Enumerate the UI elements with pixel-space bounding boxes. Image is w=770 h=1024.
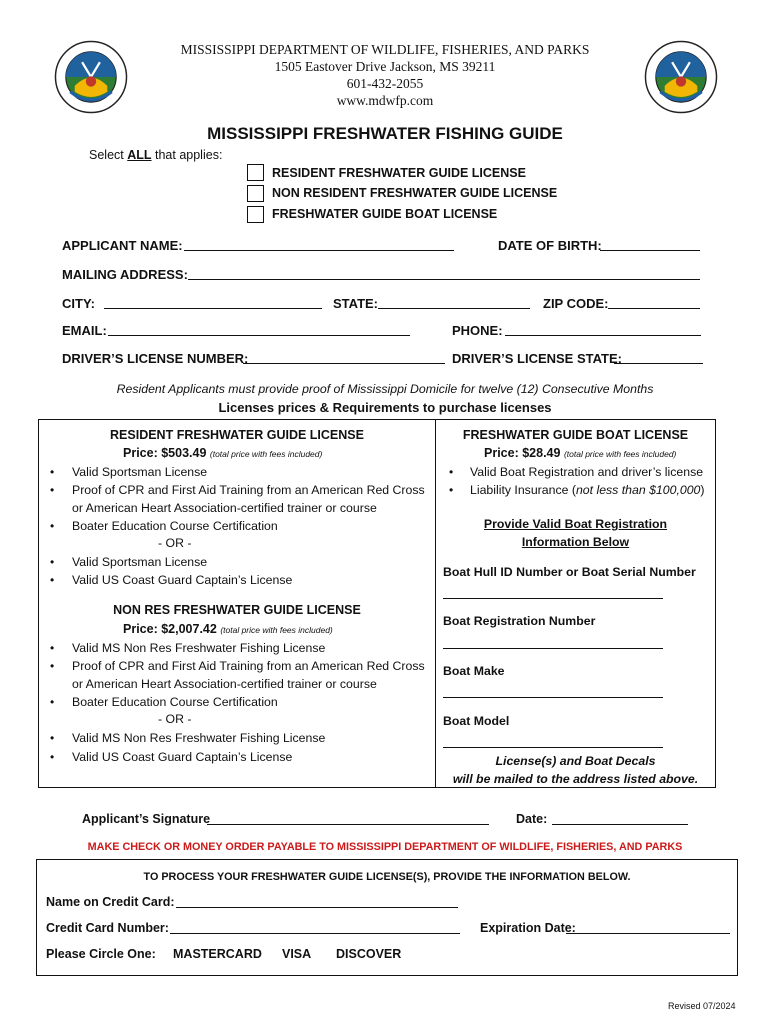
- name-on-card-field[interactable]: [176, 895, 458, 908]
- bullet-icon: •: [50, 573, 55, 587]
- boat-make-field[interactable]: [443, 697, 663, 698]
- phone-label: PHONE:: [452, 323, 503, 338]
- decals-mail-notice-2: will be mailed to the address listed above.: [452, 772, 699, 786]
- phone-field[interactable]: [505, 323, 701, 336]
- bullet-icon: •: [449, 465, 454, 479]
- circle-one-label: Please Circle One:: [46, 947, 156, 961]
- city-field[interactable]: [104, 296, 322, 309]
- bullet-icon: •: [50, 641, 55, 655]
- signature-date-field[interactable]: [552, 812, 688, 825]
- state-label: STATE:: [333, 296, 379, 311]
- agency-website[interactable]: www.mdwfp.com: [336, 93, 434, 108]
- provide-registration-subheading: Information Below: [521, 535, 630, 549]
- mailing-address-field[interactable]: [188, 267, 700, 280]
- expiration-label: Expiration Date:: [480, 921, 576, 935]
- card-number-label: Credit Card Number:: [46, 921, 169, 935]
- domicile-notice: Resident Applicants must provide proof of Mississippi Domicile for twelve (12) Consecutive Months: [116, 382, 654, 396]
- boat-req-item: Valid Boat Registration and driver’s license: [470, 465, 704, 479]
- nonres-req-item: Boater Education Course Certification: [72, 695, 278, 709]
- boat-req-item: Liability Insurance (not less than $100,000): [470, 483, 705, 497]
- boat-section-title: FRESHWATER GUIDE BOAT LICENSE: [462, 428, 689, 442]
- bullet-icon: •: [50, 731, 55, 745]
- dob-field[interactable]: [600, 238, 700, 251]
- dl-state-field[interactable]: [614, 351, 703, 364]
- nonres-req-item: Valid MS Non Res Freshwater Fishing License: [72, 731, 326, 745]
- agency-name: MISSISSIPPI DEPARTMENT OF WILDLIFE, FISHERIES, AND PARKS: [180, 42, 590, 57]
- nonres-section-title: NON RES FRESHWATER GUIDE LICENSE: [113, 603, 361, 617]
- page-title: MISSISSIPPI FRESHWATER FISHING GUIDE: [207, 124, 563, 143]
- name-on-card-label: Name on Credit Card:: [46, 895, 175, 909]
- nonres-req-item: Proof of CPR and First Aid Training from an American Red Cross: [72, 659, 425, 673]
- zip-label: ZIP CODE:: [543, 296, 609, 311]
- bullet-icon: •: [50, 465, 55, 479]
- select-instruction: Select ALL that applies:: [89, 148, 223, 162]
- signature-label: Applicant’s Signature: [82, 812, 211, 826]
- option-boat-label: FRESHWATER GUIDE BOAT LICENSE: [272, 207, 498, 221]
- checkbox-nonresident-license[interactable]: [247, 185, 264, 202]
- boat-registration-label: Boat Registration Number: [443, 614, 596, 628]
- card-option-visa[interactable]: VISA: [282, 947, 312, 961]
- nonres-req-item: Valid US Coast Guard Captain’s License: [72, 750, 293, 764]
- bullet-icon: •: [50, 483, 55, 497]
- applicant-name-field[interactable]: [184, 238, 454, 251]
- bullet-icon: •: [50, 555, 55, 569]
- bullet-icon: •: [50, 519, 55, 533]
- boat-model-label: Boat Model: [443, 714, 510, 728]
- nonres-or-separator: - OR -: [158, 712, 192, 726]
- requirements-title: Licenses prices & Requirements to purchase licenses: [218, 400, 552, 415]
- card-option-discover[interactable]: DISCOVER: [336, 947, 402, 961]
- checkbox-boat-license[interactable]: [247, 206, 264, 223]
- boat-model-field[interactable]: [443, 747, 663, 748]
- boat-make-label: Boat Make: [443, 664, 505, 678]
- zip-field[interactable]: [608, 296, 700, 309]
- boat-price: Price: $28.49 (total price with fees included): [484, 446, 677, 460]
- applicant-name-label: APPLICANT NAME:: [62, 238, 183, 253]
- dob-label: DATE OF BIRTH:: [498, 238, 602, 253]
- dl-state-label: DRIVER’S LICENSE STATE:: [452, 351, 622, 366]
- email-field[interactable]: [108, 323, 410, 336]
- nonres-req-item: or American Heart Association-certified trainer or course: [72, 677, 377, 691]
- resident-req-item: Valid Sportsman License: [72, 465, 208, 479]
- card-number-field[interactable]: [170, 921, 460, 934]
- resident-price: Price: $503.49 (total price with fees included): [123, 446, 323, 460]
- agency-address: 1505 Eastover Drive Jackson, MS 39211: [274, 59, 496, 74]
- decals-mail-notice-1: License(s) and Boat Decals: [495, 754, 656, 768]
- signature-field[interactable]: [207, 812, 489, 825]
- checkbox-resident-license[interactable]: [247, 164, 264, 181]
- boat-registration-field[interactable]: [443, 648, 663, 649]
- payment-instructions: TO PROCESS YOUR FRESHWATER GUIDE LICENSE(S), PROVIDE THE INFORMATION BELOW.: [143, 871, 631, 883]
- expiration-field[interactable]: [566, 921, 730, 934]
- bullet-icon: •: [449, 483, 454, 497]
- signature-date-label: Date:: [516, 812, 548, 826]
- resident-req-item: Valid Sportsman License: [72, 555, 208, 569]
- resident-req-item: Valid US Coast Guard Captain’s License: [72, 573, 293, 587]
- mailing-address-label: MAILING ADDRESS:: [62, 267, 188, 282]
- bullet-icon: •: [50, 659, 55, 673]
- resident-req-item: Proof of CPR and First Aid Training from an American Red Cross: [72, 483, 425, 497]
- resident-section-title: RESIDENT FRESHWATER GUIDE LICENSE: [110, 428, 364, 442]
- revision-date: Revised 07/2024: [668, 1001, 736, 1011]
- resident-req-item: Boater Education Course Certification: [72, 519, 278, 533]
- resident-req-item: or American Heart Association-certified trainer or course: [72, 501, 377, 515]
- nonres-req-item: Valid MS Non Res Freshwater Fishing License: [72, 641, 326, 655]
- option-nonresident-label: NON RESIDENT FRESHWATER GUIDE LICENSE: [272, 186, 558, 200]
- state-field[interactable]: [378, 296, 530, 309]
- bullet-icon: •: [50, 750, 55, 764]
- nonres-price: Price: $2,007.42 (total price with fees included): [123, 622, 333, 636]
- boat-hull-field[interactable]: [443, 598, 663, 599]
- city-label: CITY:: [62, 296, 95, 311]
- payable-notice: MAKE CHECK OR MONEY ORDER PAYABLE TO MISSISSIPPI DEPARTMENT OF WILDLIFE, FISHERIES, AND PARKS: [87, 841, 683, 853]
- email-label: EMAIL:: [62, 323, 107, 338]
- dl-number-field[interactable]: [243, 351, 445, 364]
- provide-registration-heading: Provide Valid Boat Registration: [483, 517, 668, 531]
- bullet-icon: •: [50, 695, 55, 709]
- agency-phone: 601-432-2055: [346, 76, 424, 91]
- card-option-mastercard[interactable]: MASTERCARD: [173, 947, 262, 961]
- boat-hull-label: Boat Hull ID Number or Boat Serial Number: [443, 565, 696, 579]
- option-resident-label: RESIDENT FRESHWATER GUIDE LICENSE: [272, 166, 526, 180]
- resident-or-separator: - OR -: [158, 536, 192, 550]
- dl-number-label: DRIVER’S LICENSE NUMBER:: [62, 351, 249, 366]
